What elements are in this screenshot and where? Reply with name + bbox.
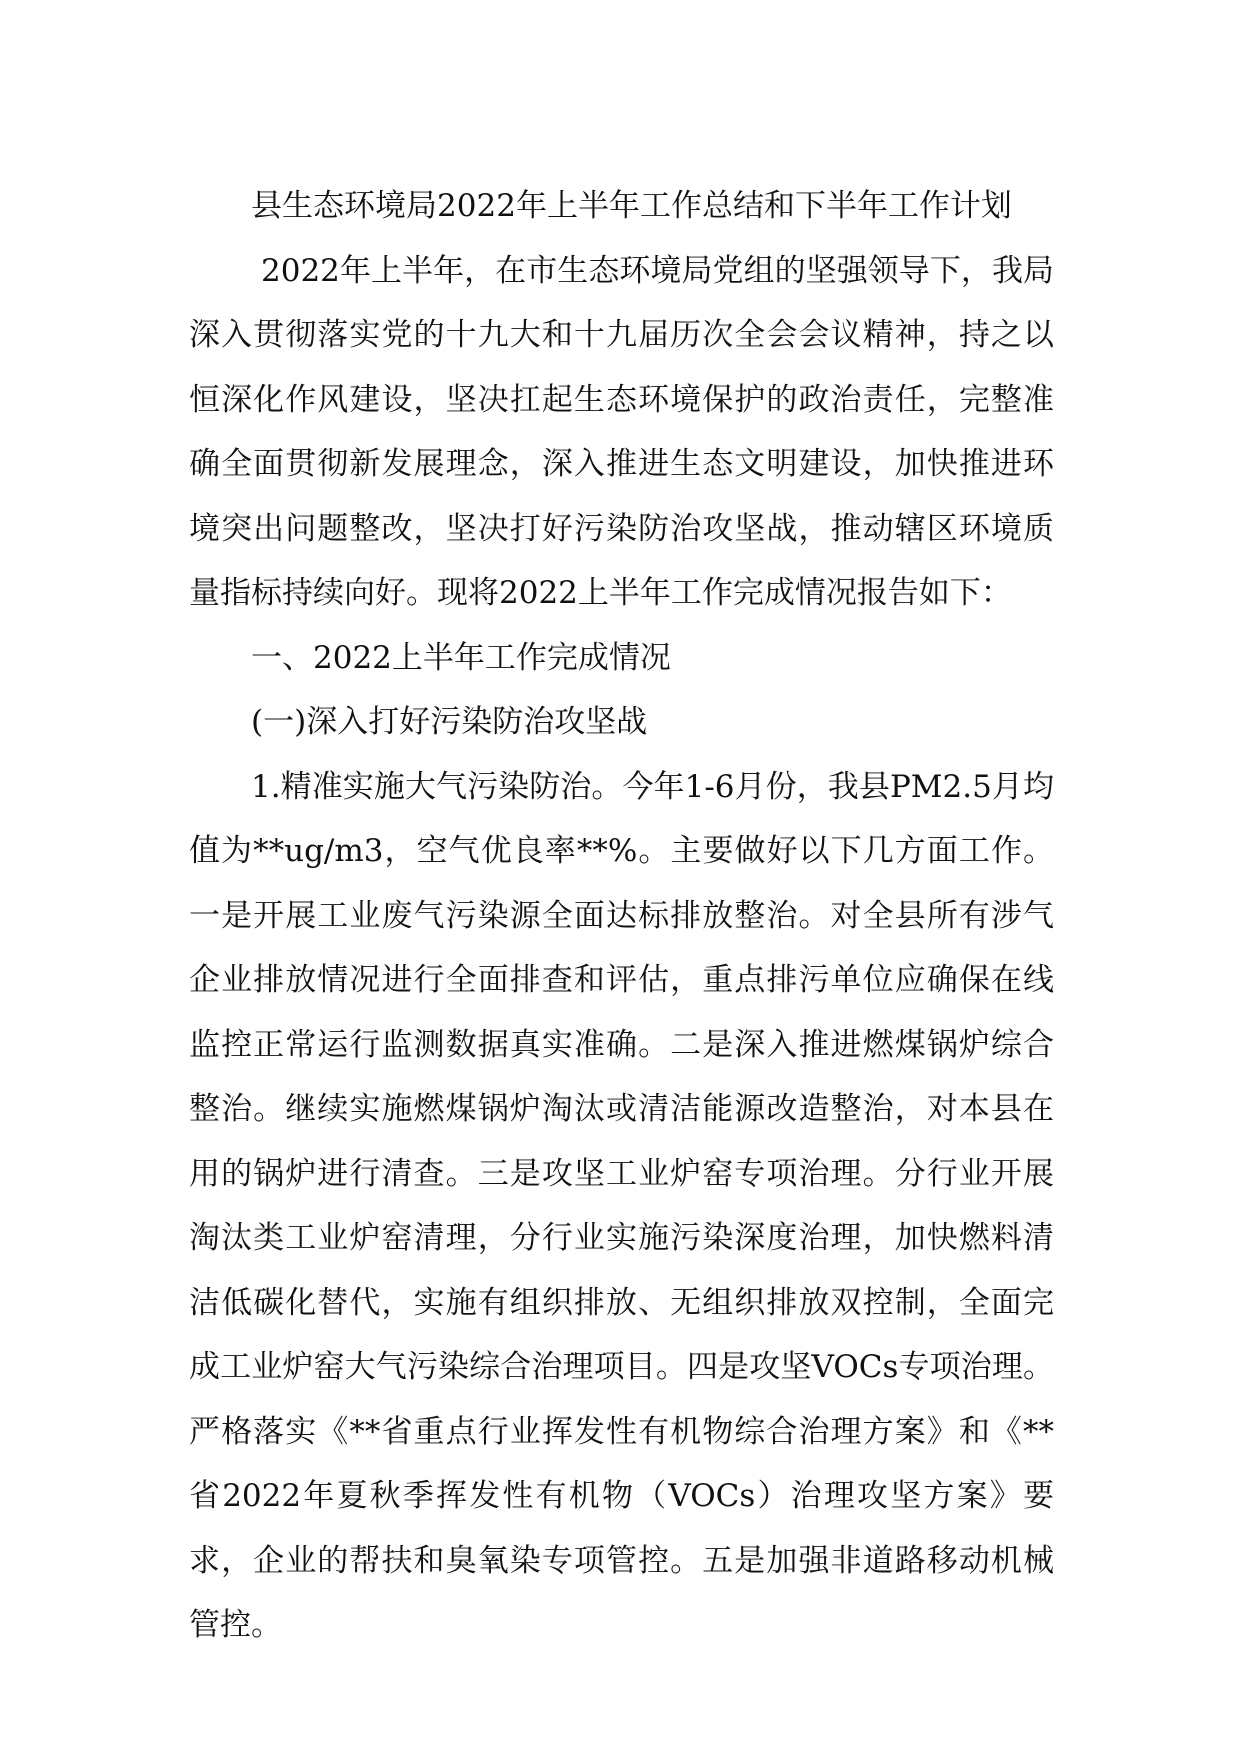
subsection-heading: (一)深入打好污染防治攻坚战 <box>251 704 648 740</box>
document-title: 县生态环境局2022年上半年工作总结和下半年工作计划 <box>251 188 1012 224</box>
section-heading: 一、2022上半年工作完成情况 <box>251 639 671 676</box>
document-body <box>189 174 1054 1658</box>
item-paragraph: 1.精准实施大气污染防治。今年1-6月份，我县PM2.5月均值为**ug/m3，空气优良率**%。主要做好以下几方面工作。一是开展工业废气污染源全面达标排放整治。对全县所有涉气企业排放情况进行全面排查和评估，重点排污单位应确保在线监控正常运行监测数据真实准确。二是深入推进燃煤锅炉综合整治。继续实施燃煤锅炉淘汰或清洁能源改造整治，对本县在用的锅炉进行清查。三是攻坚工业炉窑专项治理。分行业开展淘汰类工业炉窑清理，分行业实施污染深度治理，加快燃料清洁低碳化替代，实施有组织排放、无组织排放双控制，全面完成工业炉窑大气污染综合治理项目。四是攻坚VOCs专项治理。严格落实《**省重点行业挥发性有机物综合治理方案》和《**省2022年夏秋季挥发性有机物（VOCs）治理攻坚方案》要求，企业的帮扶和臭氧染专项管控。五是加强非道路移动机械管控。 <box>189 768 1054 1643</box>
intro-paragraph: 2022年上半年，在市生态环境局党组的坚强领导下，我局深入贯彻落实党的十九大和十九届历次全会会议精神，持之以恒深化作风建设，坚决扛起生态环境保护的政治责任，完整准确全面贯彻新发展理念，深入推进生态文明建设，加快推进环境突出问题整改，坚决打好污染防治攻坚战，推动辖区环境质量指标持续向好。现将2022上半年工作完成情况报告如下： <box>189 252 1054 611</box>
